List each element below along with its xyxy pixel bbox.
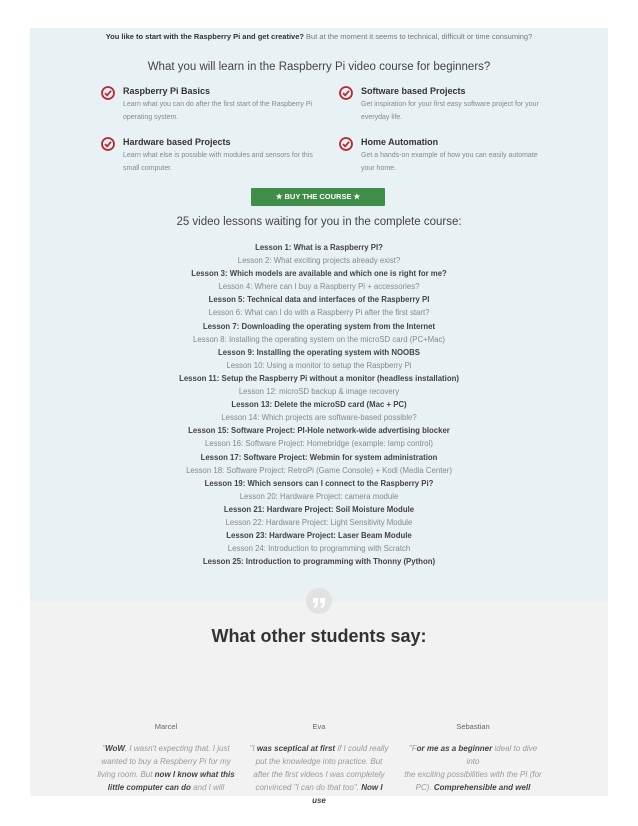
feature-desc: Learn what else is possible with modules and sensors for this small computer. bbox=[123, 152, 313, 172]
testimonial-text: "For me as a beginner ideal to dive into the exciting possibilities with the PI (for PC). Comprehensible and well bbox=[404, 744, 542, 792]
lesson-item: Lesson 18: Software Project: RetroPi (Game Console) + Kodi (Media Center) bbox=[186, 465, 452, 475]
lesson-item: Lesson 24: Introduction to programming with Scratch bbox=[227, 544, 411, 554]
lesson-item: Lesson 22: Hardware Project: Light Sensitivity Module bbox=[225, 517, 413, 527]
testimonial-text: "WoW, I wasn't expecting that. I just wanted to buy a Respberry Pi for my living room. But now I know what this little computer can do and I will bbox=[97, 744, 235, 792]
lesson-item: Lesson 4: Where can I buy a Raspberry Pi + accessories? bbox=[218, 282, 420, 292]
lesson-item: Lesson 5: Technical data and interfaces of the Raspberry PI bbox=[208, 295, 430, 305]
check-circle-icon bbox=[339, 137, 353, 151]
lesson-item: Lesson 2: What exciting projects already exist? bbox=[237, 256, 401, 266]
lesson-item: Lesson 9: Installing the operating system with NOOBS bbox=[218, 347, 420, 357]
lessons-heading: 25 video lessons waiting for you in the complete course: bbox=[176, 216, 462, 228]
lesson-item: Lesson 11: Setup the Raspberry Pi without a monitor (headless installation) bbox=[179, 373, 459, 383]
lesson-item: Lesson 7: Downloading the operating system from the Internet bbox=[202, 321, 436, 331]
quote-icon bbox=[306, 588, 332, 614]
feature-title: Software based Projects bbox=[361, 86, 466, 96]
testimonial-name: Eva bbox=[312, 722, 326, 731]
lesson-item: Lesson 1: What is a Raspberry PI? bbox=[255, 243, 383, 252]
learn-heading: What you will learn in the Raspberry Pi video course for beginners? bbox=[147, 61, 491, 73]
students-heading: What other students say: bbox=[211, 626, 427, 646]
intro-bold: You like to start with the Raspberry Pi and get creative? bbox=[105, 32, 304, 41]
feature-desc: Get inspiration for your first easy software project for your everyday life. bbox=[361, 101, 539, 121]
testimonial-text: "I was sceptical at first if I could really put the knowledge into practice. But after the first videos I was completely convinced "I can do that too". Now I use bbox=[249, 744, 389, 805]
check-circle-icon bbox=[101, 137, 115, 151]
intro-rest: But at the moment it seems to technical, difficult or time consuming? bbox=[303, 32, 533, 41]
lesson-item: Lesson 16: Software Project: Homebridge (example: lamp control) bbox=[205, 439, 433, 449]
check-circle-icon bbox=[101, 86, 115, 100]
lesson-item: Lesson 12: microSD backup & image recovery bbox=[238, 387, 400, 397]
lesson-item: Lesson 14: Which projects are software-based possible? bbox=[221, 413, 417, 423]
lesson-item: Lesson 23: Hardware Project: Laser Beam Module bbox=[226, 531, 412, 541]
check-circle-icon bbox=[339, 86, 353, 100]
feature-title: Home Automation bbox=[361, 137, 439, 147]
lesson-item: Lesson 6: What can I do with a Raspberry Pi after the first start? bbox=[208, 308, 430, 318]
lesson-item: Lesson 3: Which models are available and which one is right for me? bbox=[191, 269, 447, 279]
lesson-item: Lesson 25: Introduction to programming with Thonny (Python) bbox=[202, 557, 436, 567]
testimonial-name: Sebastian bbox=[456, 722, 490, 731]
testimonial-name: Marcel bbox=[154, 722, 178, 731]
intro-text bbox=[30, 32, 608, 41]
feature-desc: Get a hands-on example of how you can easily automate your home. bbox=[361, 152, 538, 172]
feature-desc: Learn what you can do after the first start of the Raspberry Pi operating system. bbox=[123, 101, 313, 121]
lesson-list bbox=[30, 241, 608, 568]
feature-title: Hardware based Projects bbox=[123, 137, 231, 147]
lesson-item: Lesson 20: Hardware Project: camera module bbox=[239, 491, 399, 501]
lesson-item: Lesson 10: Using a monitor to setup the Raspberry Pi bbox=[226, 360, 412, 370]
buy-course-button[interactable]: ★ BUY THE COURSE ★ bbox=[251, 188, 385, 206]
lesson-item: Lesson 21: Hardware Project: Soil Moisture Module bbox=[223, 504, 415, 514]
lesson-item: Lesson 17: Software Project: Webmin for system administration bbox=[200, 452, 438, 462]
lesson-item: Lesson 13: Delete the microSD card (Mac + PC) bbox=[231, 400, 407, 410]
lesson-item: Lesson 19: Which sensors can I connect to the Raspberry Pi? bbox=[204, 478, 434, 488]
lesson-item: Lesson 15: Software Project: PI-Hole network-wide advertising blocker bbox=[188, 426, 450, 436]
lesson-item: Lesson 8: Installing the operating system on the microSD card (PC+Mac) bbox=[193, 334, 445, 344]
feature-title: Raspberry Pi Basics bbox=[123, 86, 211, 96]
